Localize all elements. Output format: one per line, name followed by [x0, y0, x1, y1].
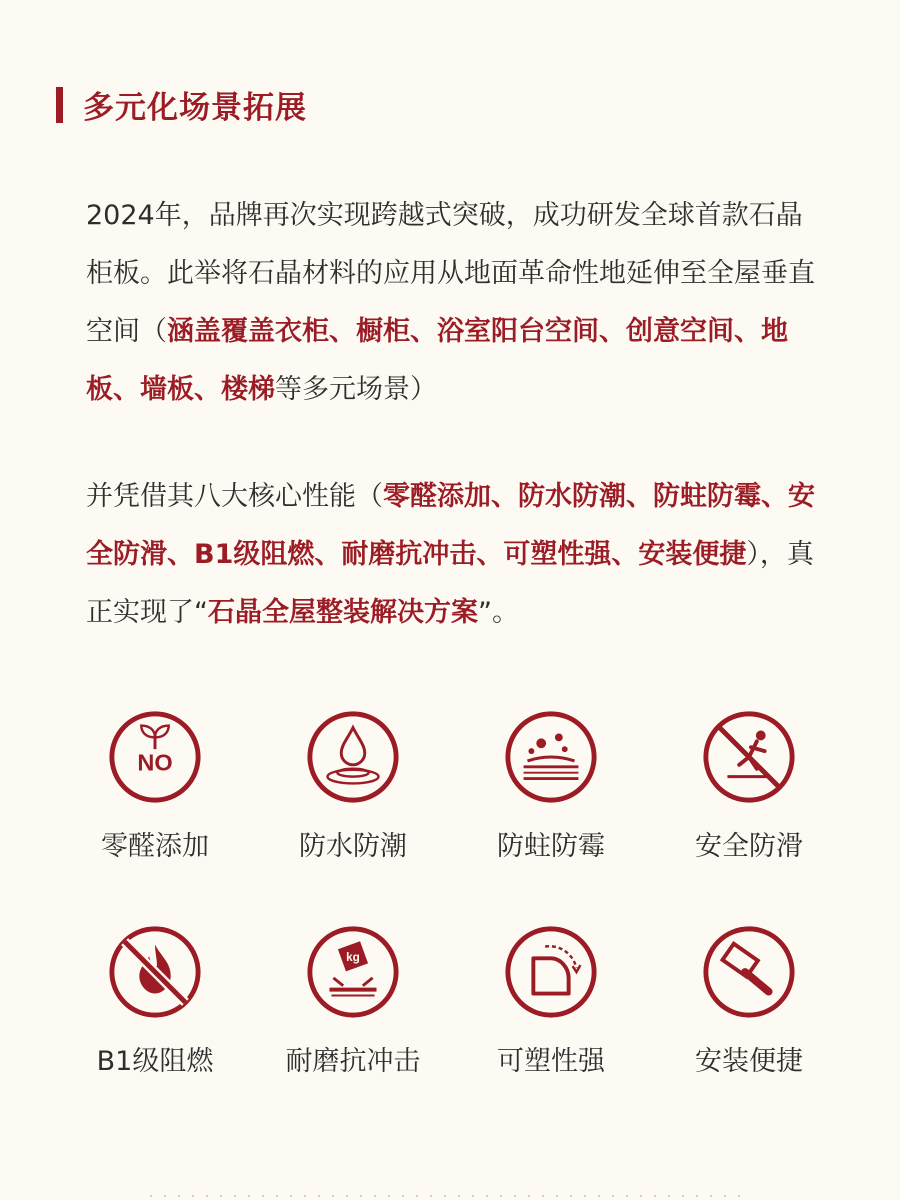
paragraph-text: 并凭借其八大核心性能（ — [86, 481, 383, 512]
section-title: 多元化场景拓展 — [83, 90, 307, 126]
accent-bar — [56, 87, 63, 123]
feature-wear-resistant — [263, 923, 443, 1078]
feature-anti-slip — [659, 708, 839, 863]
paragraph-text: ），真正实现了“ — [86, 539, 814, 628]
bendable-icon — [502, 923, 600, 1021]
feature-label: 安全防滑 — [695, 831, 803, 862]
anti-mildew-icon — [502, 708, 600, 806]
feature-label: 安装便捷 — [695, 1046, 803, 1077]
no-formaldehyde-icon — [106, 708, 204, 806]
feature-label: 防水防潮 — [299, 831, 407, 862]
feature-label: 耐磨抗冲击 — [285, 1046, 421, 1077]
feature-easy-install — [659, 923, 839, 1078]
feature-label: 可塑性强 — [497, 1046, 605, 1077]
feature-fire-retardant — [65, 923, 245, 1078]
highlight-text: 涵盖覆盖衣柜、橱柜、浴室阳台空间、创意空间、地板、墙板、楼梯 — [86, 316, 788, 405]
feature-label: 零醛添加 — [101, 831, 209, 862]
feature-anti-mildew — [461, 708, 641, 863]
feature-waterproof — [263, 708, 443, 863]
paragraph-text: 2024年，品牌再次实现跨越式突破，成功研发全球首款石晶柜板。此举将石晶材料的应用从地面革命性地延伸至全屋垂直空间（ — [86, 200, 815, 347]
decorative-footer — [0, 1192, 900, 1200]
paragraph-text: ”。 — [478, 597, 519, 628]
hammer-icon — [700, 923, 798, 1021]
highlight-text: 零醛添加、防水防潮、防蛀防霉、安全防滑、B1级阻燃、耐磨抗冲击、可塑性强、安装便捷 — [86, 481, 815, 570]
intro-paragraph — [86, 187, 826, 419]
no-text: NO — [137, 749, 173, 776]
weight-impact-icon — [304, 923, 402, 1021]
anti-slip-icon — [700, 708, 798, 806]
no-fire-icon — [106, 923, 204, 1021]
features-paragraph — [86, 468, 826, 642]
feature-zero-formaldehyde — [65, 708, 245, 863]
water-drop-icon — [304, 708, 402, 806]
feature-plasticity — [461, 923, 641, 1078]
feature-label: B1级阻燃 — [96, 1046, 214, 1077]
highlight-text: 石晶全屋整装解决方案 — [208, 597, 478, 628]
paragraph-text: 等多元场景） — [275, 374, 437, 405]
feature-label: 防蛀防霉 — [497, 831, 605, 862]
kg-text: kg — [346, 951, 360, 965]
section-header — [56, 82, 307, 127]
